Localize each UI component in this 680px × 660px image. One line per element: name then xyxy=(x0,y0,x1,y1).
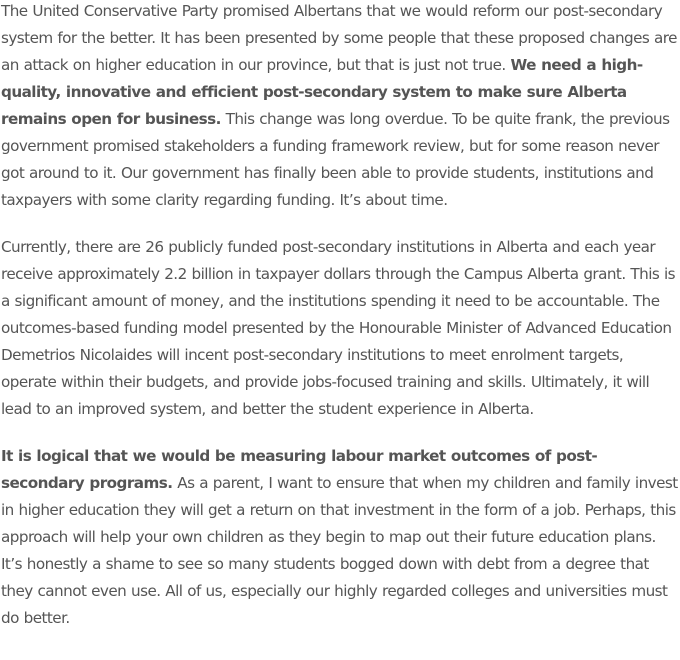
paragraph-1-text-after: This change was long overdue. To be quite frank, the previous government promised stakeholders a funding framework review, but for some reason never got around to it. Our government has finally been able to provide students, institutions and taxpayers with some clarity regarding funding. It’s about time. xyxy=(1,110,670,209)
article-paragraph-1 xyxy=(1,0,680,214)
article-paragraph-3 xyxy=(1,443,680,632)
paragraph-1-text-before: The United Conservative Party promised Albertans that we would reform our post-secondary system for the better. It has been presented by some people that these proposed changes are an attack on higher education in our province, but that is just not true. xyxy=(1,2,677,74)
paragraph-3-bold-statement: It is logical that we would be measuring labour market outcomes of post-secondary programs. xyxy=(1,447,598,492)
paragraph-3-text-after: As a parent, I want to ensure that when my children and family invest in higher education they will get a return on that investment in the form of a job. Perhaps, this approach will help your own children as they begin to map out their future education plans. It’s honestly a shame to see so many students bogged down with debt from a degree that they cannot even use. All of us, especially our highly regarded colleges and universities must do better. xyxy=(1,474,678,627)
article-paragraph-2 xyxy=(1,234,680,423)
paragraph-1-bold-statement: We need a high-quality, innovative and efficient post-secondary system to make sure Alberta remains open for business. xyxy=(1,56,643,128)
paragraph-2-text: Currently, there are 26 publicly funded post-secondary institutions in Alberta and each year receive approximately 2.2 billion in taxpayer dollars through the Campus Alberta grant. This is a significant amount of money, and the institutions spending it need to be accountable. The outcomes-based funding model presented by the Honourable Minister of Advanced Education Demetrios Nicolaides will incent post-secondary institutions to meet enrolment targets, operate within their budgets, and provide jobs-focused training and skills. Ultimately, it will lead to an improved system, and better the student experience in Alberta. xyxy=(1,238,676,418)
